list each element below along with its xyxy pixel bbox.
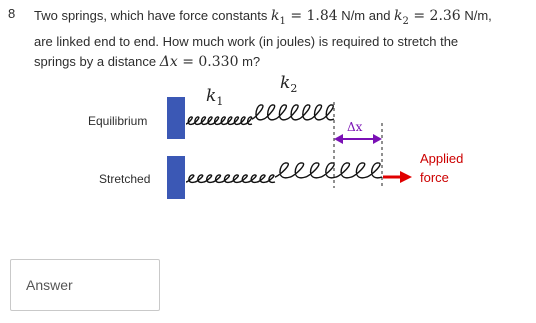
stretched-label: Stretched	[99, 172, 151, 186]
spring-k2-equilibrium	[252, 105, 334, 120]
k2-symbol: k	[394, 8, 403, 24]
spring-k1-stretched	[186, 175, 275, 182]
dx-diagram-label: Δx	[347, 120, 363, 134]
unit-text: m?	[238, 53, 261, 69]
applied-force-label	[420, 149, 463, 187]
spring-coil-path	[186, 175, 275, 182]
applied-force-line1: Applied	[420, 151, 464, 166]
spring-coil-path	[186, 117, 252, 124]
force-arrowhead	[400, 171, 412, 183]
question-number: 8	[8, 6, 16, 21]
answer-input[interactable]	[10, 259, 160, 311]
equals-sign: =	[408, 8, 430, 24]
dx-value: 0.330	[198, 53, 239, 70]
question-text-part: are linked end to end. How much work (in joules) is required to stretch the	[34, 33, 459, 49]
spring-k2-stretched	[275, 163, 382, 178]
question-text-part: Two springs, which have force constants	[34, 8, 272, 23]
unit-text: N/m,	[460, 8, 492, 23]
question-text-part: springs by a distance	[34, 53, 160, 69]
dx-symbol: Δx	[159, 53, 178, 70]
answer-placeholder: Answer	[26, 277, 73, 293]
wall-stretched	[167, 156, 185, 199]
k1-subscript: 1	[279, 15, 286, 27]
unit-text: N/m and	[337, 8, 395, 23]
equals-sign: =	[177, 53, 199, 70]
k1-symbol: k	[271, 8, 280, 24]
applied-force-line2: force	[420, 170, 449, 185]
spring-k1-equilibrium	[186, 117, 252, 124]
spring-coil-path	[275, 163, 382, 178]
spring-coil-path	[252, 105, 334, 120]
k1-diagram-label: $k_1$	[206, 86, 224, 108]
dx-arrowhead-right	[373, 134, 382, 144]
k2-value: 2.36	[429, 8, 461, 24]
k2-subscript: 2	[402, 15, 409, 27]
equilibrium-label: Equilibrium	[88, 114, 148, 128]
k1-value: 1.84	[306, 8, 338, 24]
wall-equilibrium	[167, 97, 185, 139]
equals-sign: =	[285, 8, 307, 24]
dx-arrowhead-left	[334, 134, 343, 144]
k2-diagram-label: $k_2$	[280, 73, 298, 95]
